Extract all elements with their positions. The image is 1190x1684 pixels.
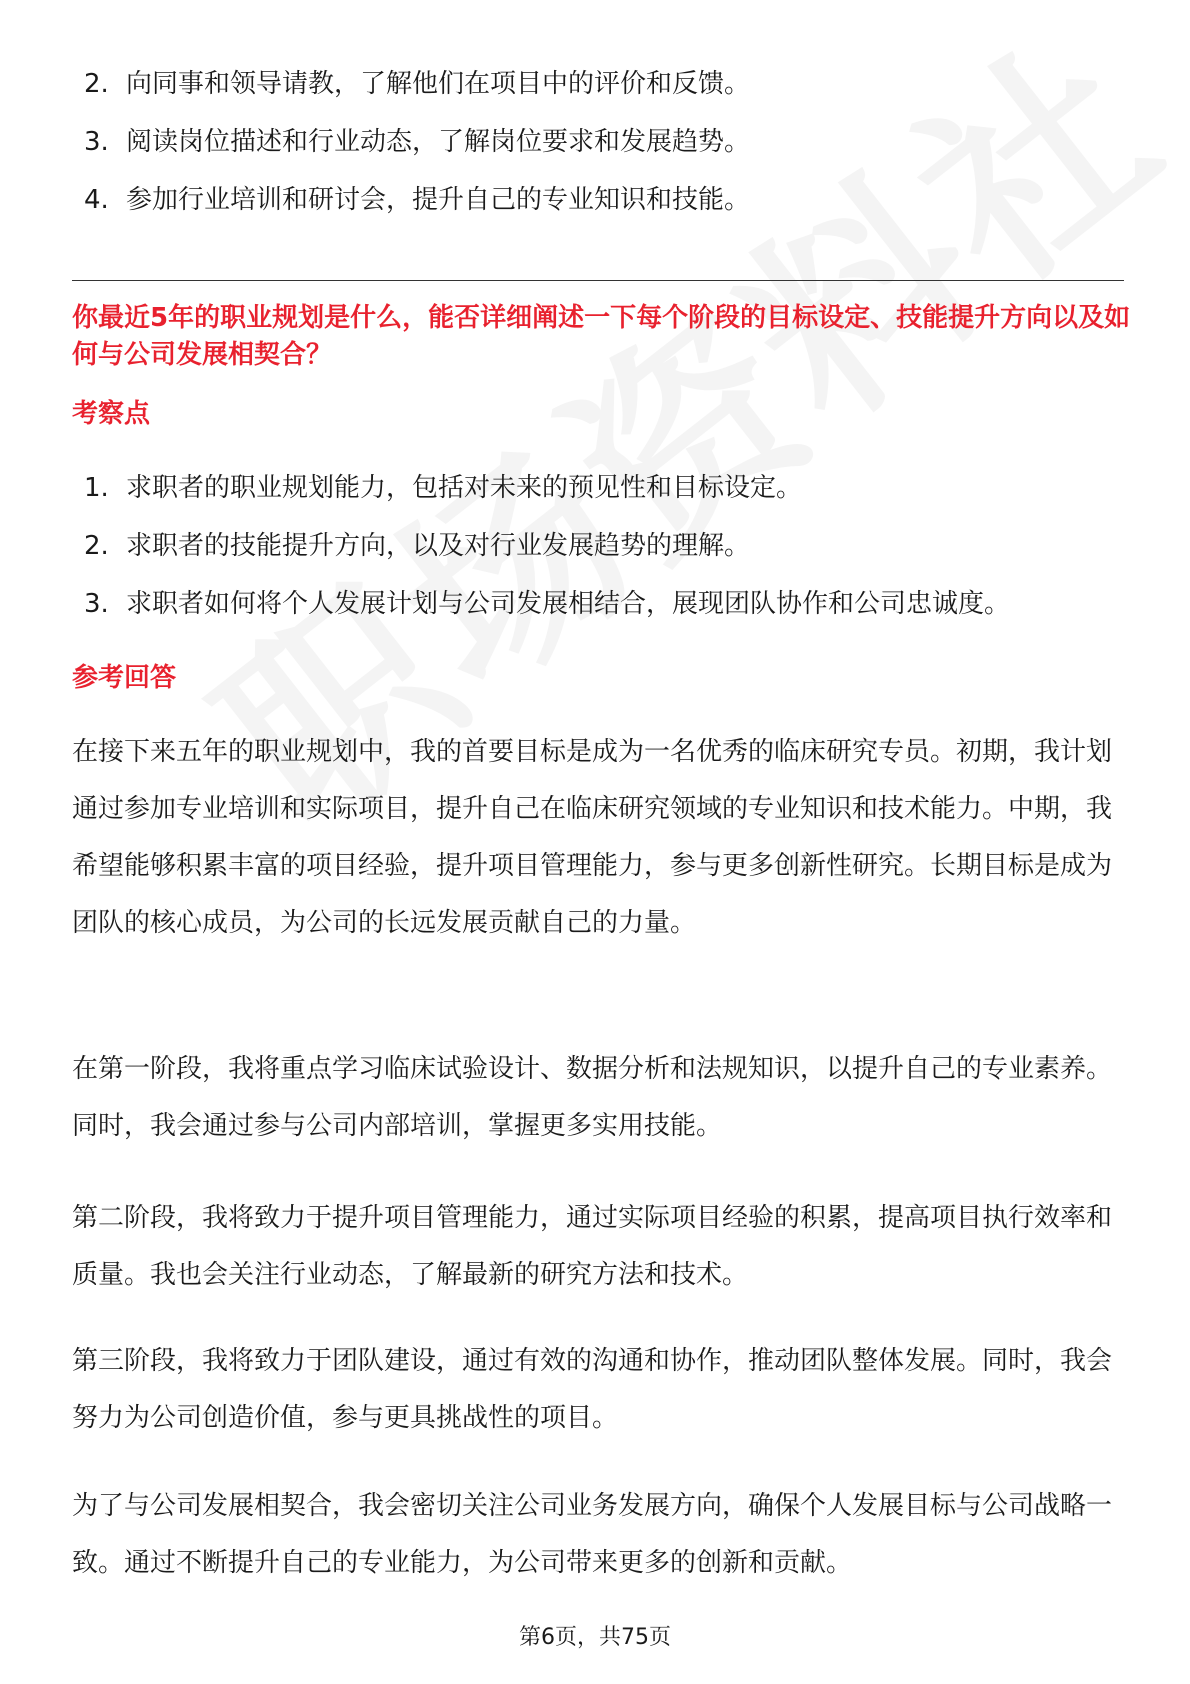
list-item-number: 2.: [84, 69, 109, 99]
list-item: [84, 182, 1124, 218]
list-item: [84, 124, 1124, 160]
list-item: [84, 528, 1124, 564]
answer-paragraph: 第二阶段，我将致力于提升项目管理能力，通过实际项目经验的积累，提高项目执行效率和质量。我也会关注行业动态，了解最新的研究方法和技术。: [72, 1203, 1113, 1290]
focus-points-heading: 考察点: [72, 399, 151, 429]
answer-paragraph: 在接下来五年的职业规划中，我的首要目标是成为一名优秀的临床研究专员。初期，我计划通过参加专业培训和实际项目，提升自己在临床研究领域的专业知识和技术能力。中期，我希望能够积累丰富的项目经验，提升项目管理能力，参与更多创新性研究。长期目标是成为团队的核心成员，为公司的长远发展贡献自己的力量。: [72, 737, 1113, 938]
list-item: [84, 470, 1124, 506]
list-item-text: 参加行业培训和研讨会，提升自己的专业知识和技能。: [126, 185, 751, 215]
list-item-text: 向同事和领导请教，了解他们在项目中的评价和反馈。: [126, 69, 751, 99]
list-item-number: 2.: [84, 531, 109, 561]
list-item-text: 求职者的技能提升方向，以及对行业发展趋势的理解。: [126, 531, 751, 561]
reference-answer-heading: 参考回答: [72, 663, 177, 693]
list-item: [84, 586, 1124, 622]
answer-paragraph: 第三阶段，我将致力于团队建设，通过有效的沟通和协作，推动团队整体发展。同时，我会努力为公司创造价值，参与更具挑战性的项目。: [72, 1346, 1113, 1433]
list-item: [84, 66, 1124, 102]
answer-paragraph: 在第一阶段，我将重点学习临床试验设计、数据分析和法规知识，以提升自己的专业素养。同时，我会通过参与公司内部培训，掌握更多实用技能。: [72, 1054, 1113, 1141]
top-numbered-list: [84, 66, 1124, 240]
list-item-text: 阅读岗位描述和行业动态，了解岗位要求和发展趋势。: [126, 127, 751, 157]
list-item-text: 求职者的职业规划能力，包括对未来的预见性和目标设定。: [126, 473, 803, 503]
focus-points-list: [84, 470, 1124, 644]
interview-question: 你最近5年的职业规划是什么，能否详细阐述一下每个阶段的目标设定、技能提升方向以及如何与公司发展相契合？: [72, 303, 1131, 370]
list-item-number: 1.: [84, 473, 109, 503]
answer-paragraph: 为了与公司发展相契合，我会密切关注公司业务发展方向，确保个人发展目标与公司战略一致。通过不断提升自己的专业能力，为公司带来更多的创新和贡献。: [72, 1491, 1113, 1578]
list-item-number: 3.: [84, 127, 109, 157]
list-item-number: 3.: [84, 589, 109, 619]
list-item-number: 4.: [84, 185, 109, 215]
list-item-text: 求职者如何将个人发展计划与公司发展相结合，展现团队协作和公司忠诚度。: [126, 589, 1011, 619]
page-number-footer: 第6页，共75页: [519, 1625, 671, 1650]
section-divider: [72, 280, 1124, 281]
